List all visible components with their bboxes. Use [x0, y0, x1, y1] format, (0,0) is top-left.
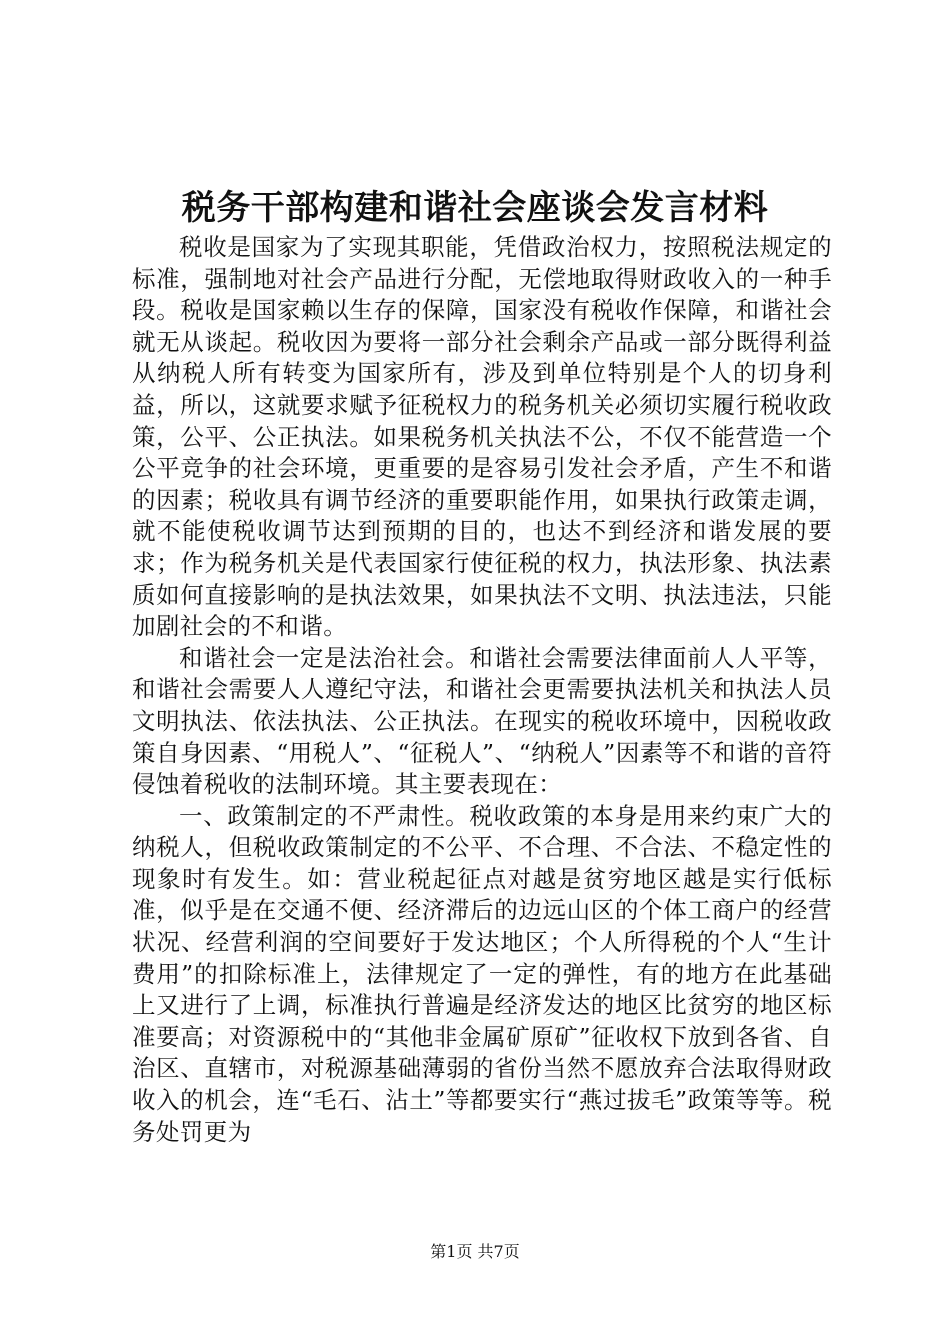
paragraph-3: 一、政策制定的不严肃性。税收政策的本身是用来约束广大的纳税人，但税收政策制定的不公平、不合理、不合法、不稳定性的现象时有发生。如：营业税起征点对越是贫穷地区越是实行低标准，似乎是在交通不便、经济滞后的边远山区的个体工商户的经营状况、经营利润的空间要好于发达地区；个人所得税的个人“生计费用”的扣除标准上，法律规定了一定的弹性，有的地方在此基础上又进行了上调，标准执行普遍是经济发达的地区比贫穷的地区标准要高；对资源税中的“其他非金属矿原矿”征收权下放到各省、自治区、直辖市，对税源基础薄弱的省份当然不愿放弃合法取得财政收入的机会，连“毛石、沾土”等都要实行“燕过拔毛”政策等等。税务处罚更为 — [132, 801, 832, 1146]
document-title: 税务干部构建和谐社会座谈会发言材料 — [181, 188, 769, 228]
document-body — [132, 232, 832, 1148]
paragraph-1: 税收是国家为了实现其职能，凭借政治权力，按照税法规定的标准，强制地对社会产品进行分配，无偿地取得财政收入的一种手段。税收是国家赖以生存的保障，国家没有税收作保障，和谐社会就无从谈起。税收因为要将一部分社会剩余产品或一部分既得利益从纳税人所有转变为国家所有，涉及到单位特别是个人的切身利益，所以，这就要求赋予征税权力的税务机关必须切实履行税收政策，公平、公正执法。如果税务机关执法不公，不仅不能营造一个公平竞争的社会环境，更重要的是容易引发社会矛盾，产生不和谐的因素；税收具有调节经济的重要职能作用，如果执行政策走调，就不能使税收调节达到预期的目的，也达不到经济和谐发展的要求；作为税务机关是代表国家行使征税的权力，执法形象、执法素质如何直接影响的是执法效果，如果执法不文明、执法违法，只能加剧社会的不和谐。 — [132, 233, 832, 641]
paragraph-2: 和谐社会一定是法治社会。和谐社会需要法律面前人人平等，和谐社会需要人人遵纪守法，和谐社会更需要执法机关和执法人员文明执法、依法执法、公正执法。在现实的税收环境中，因税收政策自身因素、“用税人”、“征税人”、“纳税人”因素等不和谐的音符侵蚀着税收的法制环境。其主要表现在： — [132, 643, 832, 799]
page-number-footer: 第1页 共7页 — [430, 1242, 520, 1261]
